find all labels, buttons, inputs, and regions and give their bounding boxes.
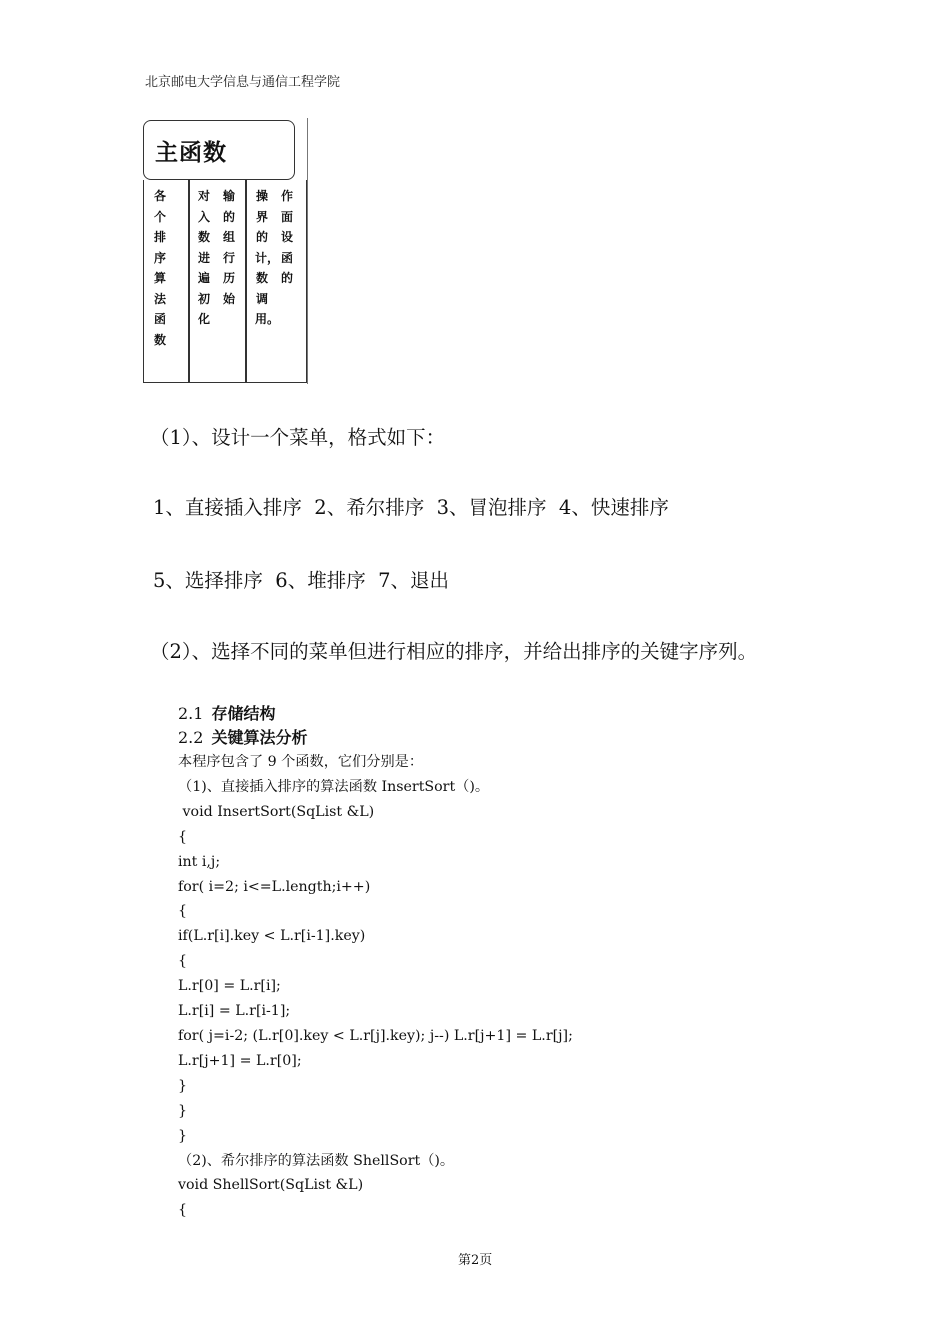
section-number: 2.2 [178, 728, 204, 747]
diagram-column-input [188, 180, 247, 383]
menu-row-1: 1、直接插入排序 2、希尔排序 3、冒泡排序 4、快速排序 [153, 496, 669, 519]
menu-row-2: 5、选择排序 6、堆排序 7、退出 [153, 569, 450, 592]
code-line: void InsertSort(SqList &L) [178, 803, 375, 820]
text-line: （1)、直接插入排序的算法函数 InsertSort（)。 [178, 778, 490, 795]
diagram-root-box [143, 120, 295, 180]
code-line: { [178, 903, 188, 920]
structure-diagram [141, 118, 309, 386]
diagram-column-text: 对入数进遍初化 [197, 189, 210, 326]
code-line: { [178, 1202, 188, 1219]
text-line: （2)、希尔排序的算法函数 ShellSort（)。 [178, 1152, 455, 1169]
section-title: 存储结构 [211, 704, 276, 723]
text-line: 本程序包含了 9 个函数，它们分别是： [178, 754, 424, 770]
code-line: if(L.r[i].key < L.r[i-1].key) [178, 928, 366, 945]
menu-intro: （1）、设计一个菜单，格式如下： [150, 426, 446, 449]
requirement-text: （2）、选择不同的菜单但进行相应的排序，并给出排序的关键字序列。 [150, 640, 758, 663]
code-line: for( i=2; i<=L.length;i++) [178, 878, 371, 895]
code-line: void ShellSort(SqList &L) [178, 1177, 364, 1194]
diagram-column-interface [245, 180, 307, 383]
code-line: L.r[0] = L.r[i]; [178, 978, 281, 995]
page-header: 北京邮电大学信息与通信工程学院 [145, 75, 341, 90]
code-line: L.r[j+1] = L.r[0]; [178, 1052, 302, 1069]
diagram-column-text: 作面设函的 [280, 189, 293, 285]
code-line: { [178, 953, 188, 970]
section-heading [178, 725, 307, 748]
section-heading [178, 701, 275, 724]
diagram-root-label: 主函数 [155, 139, 227, 166]
code-line: for( j=i-2; (L.r[0].key < L.r[j].key); j--) L.r[j+1] = L.r[j]; [178, 1027, 573, 1044]
code-line: } [178, 1127, 188, 1144]
section-title: 关键算法分析 [211, 728, 308, 747]
diagram-column-text: 操界的计，数调用。 [255, 189, 280, 326]
code-line: } [178, 1102, 188, 1119]
diagram-column-sort-functions [143, 180, 190, 383]
code-line: int i,j; [178, 853, 221, 870]
code-line: } [178, 1077, 188, 1094]
code-line: L.r[i] = L.r[i-1]; [178, 1003, 291, 1020]
diagram-column-text: 输的组行历始 [222, 189, 235, 306]
section-number: 2.1 [178, 704, 204, 723]
code-line: { [178, 828, 188, 845]
page-footer: 第2页 [458, 1253, 493, 1268]
diagram-column-text: 各个排序算法函数 [153, 189, 166, 347]
code-listing [178, 750, 573, 1223]
